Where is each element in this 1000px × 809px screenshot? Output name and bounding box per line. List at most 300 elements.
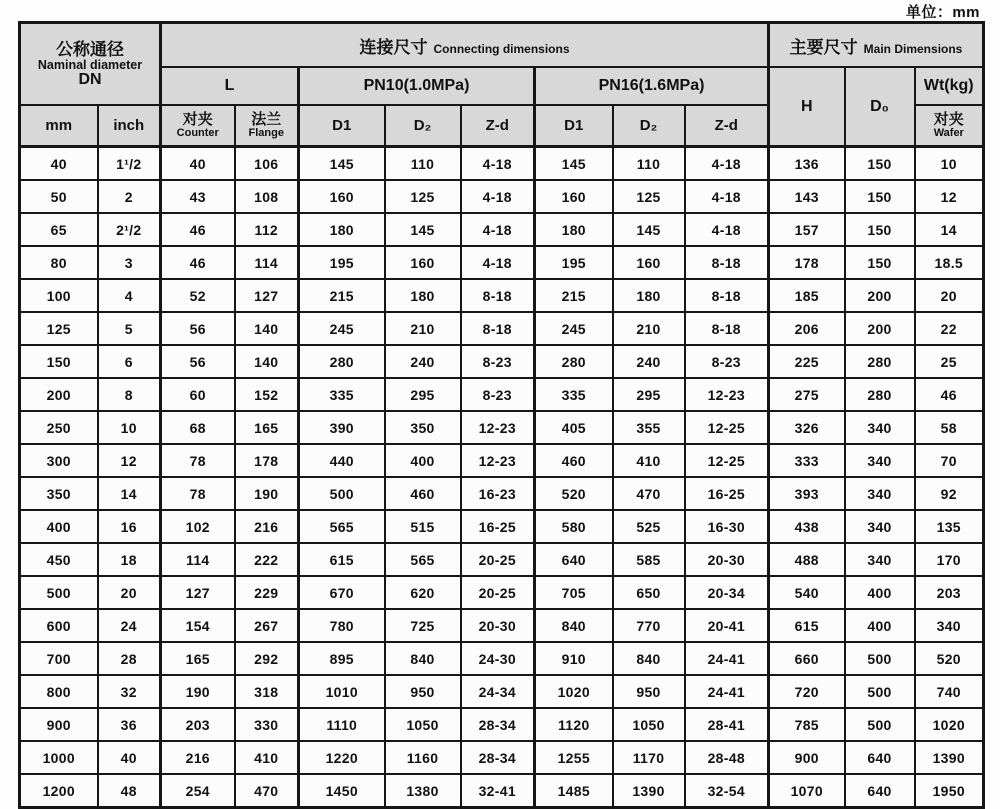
cell: 330 — [235, 708, 299, 741]
cell: 40 — [98, 741, 161, 774]
cell: 180 — [385, 279, 461, 312]
cell: 340 — [845, 477, 915, 510]
table-row — [20, 147, 984, 181]
cell: 340 — [845, 510, 915, 543]
cell: 46 — [915, 378, 984, 411]
cell: 14 — [98, 477, 161, 510]
cell: 170 — [915, 543, 984, 576]
table-row — [20, 675, 984, 708]
cell: 60 — [161, 378, 235, 411]
table-row — [20, 378, 984, 411]
cell: 140 — [235, 345, 299, 378]
cell: 14 — [915, 213, 984, 246]
cell: 640 — [535, 543, 613, 576]
cell: 110 — [385, 147, 461, 181]
cell: 800 — [20, 675, 98, 708]
cell: 229 — [235, 576, 299, 609]
cell: 520 — [535, 477, 613, 510]
cell: 540 — [769, 576, 845, 609]
table-body — [20, 147, 984, 808]
cell: 4 — [98, 279, 161, 312]
header-mm: mm — [20, 105, 98, 147]
counter-en: Counter — [176, 127, 219, 139]
cell: 50 — [20, 180, 98, 213]
cell: 200 — [845, 312, 915, 345]
cell: 28-48 — [685, 741, 769, 774]
cell: 910 — [535, 642, 613, 675]
cell: 620 — [385, 576, 461, 609]
cell: 785 — [769, 708, 845, 741]
cell: 333 — [769, 444, 845, 477]
cell: 32 — [98, 675, 161, 708]
header-d0: D₀ — [845, 67, 915, 147]
cell: 500 — [299, 477, 385, 510]
cell: 215 — [299, 279, 385, 312]
counter-zh: 对夹 — [182, 111, 213, 128]
cell: 8-23 — [461, 378, 535, 411]
header-connecting-dimensions — [161, 23, 769, 68]
cell: 110 — [613, 147, 685, 181]
cell: 10 — [98, 411, 161, 444]
cell: 4-18 — [685, 180, 769, 213]
table-row — [20, 279, 984, 312]
connecting-dimensions-zh: 连接尺寸 — [359, 37, 428, 57]
header-pn16-zd: Z-d — [685, 105, 769, 147]
cell: 1390 — [915, 741, 984, 774]
table-row — [20, 180, 984, 213]
cell: 350 — [385, 411, 461, 444]
cell: 1485 — [535, 774, 613, 808]
cell: 127 — [161, 576, 235, 609]
cell: 1050 — [613, 708, 685, 741]
cell: 1000 — [20, 741, 98, 774]
cell: 1050 — [385, 708, 461, 741]
header-pn10-d1: D1 — [299, 105, 385, 147]
cell: 4-18 — [685, 213, 769, 246]
cell: 145 — [535, 147, 613, 181]
table-row — [20, 774, 984, 808]
cell: 65 — [20, 213, 98, 246]
cell: 400 — [845, 576, 915, 609]
cell: 56 — [161, 312, 235, 345]
header-pn10-d2: D₂ — [385, 105, 461, 147]
cell: 390 — [299, 411, 385, 444]
cell: 210 — [385, 312, 461, 345]
header-wafer — [915, 105, 984, 147]
cell: 1220 — [299, 741, 385, 774]
cell: 2¹/2 — [98, 213, 161, 246]
cell: 705 — [535, 576, 613, 609]
cell: 216 — [235, 510, 299, 543]
cell: 1070 — [769, 774, 845, 808]
cell: 20-25 — [461, 576, 535, 609]
connecting-dimensions-en: Connecting dimensions — [433, 41, 570, 56]
cell: 150 — [845, 147, 915, 181]
header-l: L — [161, 67, 299, 105]
cell: 3 — [98, 246, 161, 279]
cell: 12-23 — [685, 378, 769, 411]
cell: 185 — [769, 279, 845, 312]
cell: 135 — [915, 510, 984, 543]
header-wt: Wt(kg) — [915, 67, 984, 105]
cell: 740 — [915, 675, 984, 708]
cell: 195 — [299, 246, 385, 279]
header-flange — [235, 105, 299, 147]
cell: 1010 — [299, 675, 385, 708]
cell: 20-30 — [685, 543, 769, 576]
header-h: H — [769, 67, 845, 147]
cell: 4-18 — [461, 147, 535, 181]
table-row — [20, 708, 984, 741]
cell: 78 — [161, 444, 235, 477]
cell: 125 — [385, 180, 461, 213]
cell: 720 — [769, 675, 845, 708]
cell: 48 — [98, 774, 161, 808]
cell: 20 — [915, 279, 984, 312]
cell: 355 — [613, 411, 685, 444]
cell: 700 — [20, 642, 98, 675]
cell: 840 — [385, 642, 461, 675]
cell: 8-18 — [685, 279, 769, 312]
cell: 1120 — [535, 708, 613, 741]
cell: 580 — [535, 510, 613, 543]
cell: 24-30 — [461, 642, 535, 675]
cell: 770 — [613, 609, 685, 642]
cell: 180 — [613, 279, 685, 312]
cell: 600 — [20, 609, 98, 642]
cell: 24-41 — [685, 642, 769, 675]
cell: 520 — [915, 642, 984, 675]
cell: 10 — [915, 147, 984, 181]
valve-dimensions-table — [18, 21, 985, 809]
cell: 114 — [161, 543, 235, 576]
cell: 145 — [385, 213, 461, 246]
header-main-dimensions — [769, 23, 984, 68]
cell: 32-54 — [685, 774, 769, 808]
cell: 350 — [20, 477, 98, 510]
cell: 68 — [161, 411, 235, 444]
cell: 58 — [915, 411, 984, 444]
cell: 400 — [20, 510, 98, 543]
header-row-2 — [20, 67, 984, 105]
cell: 1200 — [20, 774, 98, 808]
cell: 16-23 — [461, 477, 535, 510]
cell: 136 — [769, 147, 845, 181]
cell: 150 — [845, 213, 915, 246]
cell: 335 — [535, 378, 613, 411]
cell: 80 — [20, 246, 98, 279]
cell: 28-34 — [461, 741, 535, 774]
cell: 565 — [385, 543, 461, 576]
cell: 125 — [20, 312, 98, 345]
cell: 190 — [235, 477, 299, 510]
cell: 25 — [915, 345, 984, 378]
cell: 660 — [769, 642, 845, 675]
cell: 405 — [535, 411, 613, 444]
cell: 28-34 — [461, 708, 535, 741]
cell: 280 — [845, 345, 915, 378]
cell: 70 — [915, 444, 984, 477]
table-row — [20, 741, 984, 774]
cell: 488 — [769, 543, 845, 576]
cell: 145 — [299, 147, 385, 181]
cell: 190 — [161, 675, 235, 708]
table-row — [20, 576, 984, 609]
cell: 36 — [98, 708, 161, 741]
cell: 16-25 — [685, 477, 769, 510]
cell: 4-18 — [685, 147, 769, 181]
wafer-en: Wafer — [933, 127, 964, 139]
cell: 92 — [915, 477, 984, 510]
cell: 114 — [235, 246, 299, 279]
cell: 615 — [299, 543, 385, 576]
header-inch: inch — [98, 105, 161, 147]
cell: 318 — [235, 675, 299, 708]
cell: 178 — [769, 246, 845, 279]
cell: 16 — [98, 510, 161, 543]
table-row — [20, 312, 984, 345]
cell: 102 — [161, 510, 235, 543]
cell: 112 — [235, 213, 299, 246]
cell: 150 — [20, 345, 98, 378]
cell: 8 — [98, 378, 161, 411]
cell: 950 — [385, 675, 461, 708]
cell: 18 — [98, 543, 161, 576]
cell: 460 — [535, 444, 613, 477]
cell: 22 — [915, 312, 984, 345]
cell: 20 — [98, 576, 161, 609]
cell: 400 — [385, 444, 461, 477]
cell: 160 — [613, 246, 685, 279]
cell: 152 — [235, 378, 299, 411]
cell: 222 — [235, 543, 299, 576]
cell: 20-25 — [461, 543, 535, 576]
header-pn10-zd: Z-d — [461, 105, 535, 147]
table-row — [20, 642, 984, 675]
cell: 160 — [385, 246, 461, 279]
cell: 410 — [613, 444, 685, 477]
cell: 157 — [769, 213, 845, 246]
table-row — [20, 246, 984, 279]
cell: 28-41 — [685, 708, 769, 741]
cell: 615 — [769, 609, 845, 642]
cell: 165 — [161, 642, 235, 675]
cell: 1160 — [385, 741, 461, 774]
cell: 254 — [161, 774, 235, 808]
cell: 108 — [235, 180, 299, 213]
cell: 5 — [98, 312, 161, 345]
header-pn16-d1: D1 — [535, 105, 613, 147]
nominal-diameter-en: Naminal diameter — [37, 57, 143, 72]
cell: 300 — [20, 444, 98, 477]
cell: 78 — [161, 477, 235, 510]
cell: 438 — [769, 510, 845, 543]
cell: 12 — [98, 444, 161, 477]
cell: 515 — [385, 510, 461, 543]
cell: 12-25 — [685, 444, 769, 477]
table-row — [20, 543, 984, 576]
cell: 250 — [20, 411, 98, 444]
cell: 240 — [613, 345, 685, 378]
cell: 1110 — [299, 708, 385, 741]
cell: 8-18 — [685, 246, 769, 279]
table-row — [20, 510, 984, 543]
cell: 240 — [385, 345, 461, 378]
table-row — [20, 411, 984, 444]
cell: 295 — [385, 378, 461, 411]
cell: 1950 — [915, 774, 984, 808]
cell: 895 — [299, 642, 385, 675]
cell: 8-18 — [461, 312, 535, 345]
cell: 20-41 — [685, 609, 769, 642]
cell: 280 — [845, 378, 915, 411]
cell: 640 — [845, 774, 915, 808]
cell: 140 — [235, 312, 299, 345]
cell: 46 — [161, 246, 235, 279]
header-pn16-d2: D₂ — [613, 105, 685, 147]
cell: 585 — [613, 543, 685, 576]
nominal-diameter-code: DN — [78, 70, 102, 88]
nominal-diameter-zh: 公称通径 — [56, 39, 124, 59]
cell: 280 — [535, 345, 613, 378]
cell: 1450 — [299, 774, 385, 808]
cell: 267 — [235, 609, 299, 642]
cell: 12-25 — [685, 411, 769, 444]
cell: 1380 — [385, 774, 461, 808]
main-dimensions-zh: 主要尺寸 — [789, 37, 858, 57]
cell: 203 — [915, 576, 984, 609]
cell: 950 — [613, 675, 685, 708]
wafer-zh: 对夹 — [933, 111, 964, 128]
table-row — [20, 477, 984, 510]
cell: 900 — [20, 708, 98, 741]
cell: 2 — [98, 180, 161, 213]
cell: 326 — [769, 411, 845, 444]
cell: 56 — [161, 345, 235, 378]
cell: 215 — [535, 279, 613, 312]
cell: 1¹/2 — [98, 147, 161, 181]
cell: 335 — [299, 378, 385, 411]
cell: 216 — [161, 741, 235, 774]
cell: 180 — [535, 213, 613, 246]
cell: 295 — [613, 378, 685, 411]
table-row — [20, 213, 984, 246]
cell: 52 — [161, 279, 235, 312]
cell: 40 — [161, 147, 235, 181]
cell: 20-30 — [461, 609, 535, 642]
cell: 470 — [613, 477, 685, 510]
cell: 400 — [845, 609, 915, 642]
header-counter — [161, 105, 235, 147]
cell: 180 — [299, 213, 385, 246]
cell: 160 — [535, 180, 613, 213]
table-row — [20, 609, 984, 642]
cell: 24-34 — [461, 675, 535, 708]
flange-en: Flange — [248, 127, 284, 139]
cell: 500 — [845, 675, 915, 708]
flange-zh: 法兰 — [251, 111, 282, 128]
cell: 32-41 — [461, 774, 535, 808]
cell: 24 — [98, 609, 161, 642]
cell: 340 — [915, 609, 984, 642]
cell: 4-18 — [461, 180, 535, 213]
table-row — [20, 345, 984, 378]
cell: 8-23 — [685, 345, 769, 378]
cell: 4-18 — [461, 246, 535, 279]
cell: 275 — [769, 378, 845, 411]
cell: 195 — [535, 246, 613, 279]
cell: 450 — [20, 543, 98, 576]
cell: 500 — [845, 708, 915, 741]
header-nominal-diameter — [20, 23, 161, 106]
cell: 18.5 — [915, 246, 984, 279]
cell: 12-23 — [461, 444, 535, 477]
cell: 900 — [769, 741, 845, 774]
cell: 640 — [845, 741, 915, 774]
cell: 143 — [769, 180, 845, 213]
cell: 393 — [769, 477, 845, 510]
header-row-1 — [20, 23, 984, 68]
cell: 460 — [385, 477, 461, 510]
cell: 245 — [535, 312, 613, 345]
cell: 840 — [613, 642, 685, 675]
table-row — [20, 444, 984, 477]
cell: 100 — [20, 279, 98, 312]
cell: 840 — [535, 609, 613, 642]
cell: 410 — [235, 741, 299, 774]
cell: 28 — [98, 642, 161, 675]
cell: 470 — [235, 774, 299, 808]
cell: 24-41 — [685, 675, 769, 708]
cell: 225 — [769, 345, 845, 378]
cell: 1390 — [613, 774, 685, 808]
cell: 12 — [915, 180, 984, 213]
cell: 203 — [161, 708, 235, 741]
cell: 200 — [845, 279, 915, 312]
cell: 280 — [299, 345, 385, 378]
cell: 178 — [235, 444, 299, 477]
cell: 125 — [613, 180, 685, 213]
cell: 1255 — [535, 741, 613, 774]
cell: 160 — [299, 180, 385, 213]
cell: 565 — [299, 510, 385, 543]
cell: 16-25 — [461, 510, 535, 543]
cell: 127 — [235, 279, 299, 312]
cell: 150 — [845, 246, 915, 279]
cell: 46 — [161, 213, 235, 246]
cell: 200 — [20, 378, 98, 411]
cell: 1020 — [535, 675, 613, 708]
cell: 670 — [299, 576, 385, 609]
cell: 106 — [235, 147, 299, 181]
cell: 145 — [613, 213, 685, 246]
cell: 8-18 — [461, 279, 535, 312]
cell: 245 — [299, 312, 385, 345]
cell: 8-18 — [685, 312, 769, 345]
header-pn16: PN16(1.6MPa) — [535, 67, 769, 105]
cell: 150 — [845, 180, 915, 213]
cell: 1020 — [915, 708, 984, 741]
cell: 525 — [613, 510, 685, 543]
cell: 206 — [769, 312, 845, 345]
cell: 292 — [235, 642, 299, 675]
cell: 16-30 — [685, 510, 769, 543]
cell: 20-34 — [685, 576, 769, 609]
cell: 40 — [20, 147, 98, 181]
cell: 43 — [161, 180, 235, 213]
cell: 440 — [299, 444, 385, 477]
cell: 340 — [845, 543, 915, 576]
